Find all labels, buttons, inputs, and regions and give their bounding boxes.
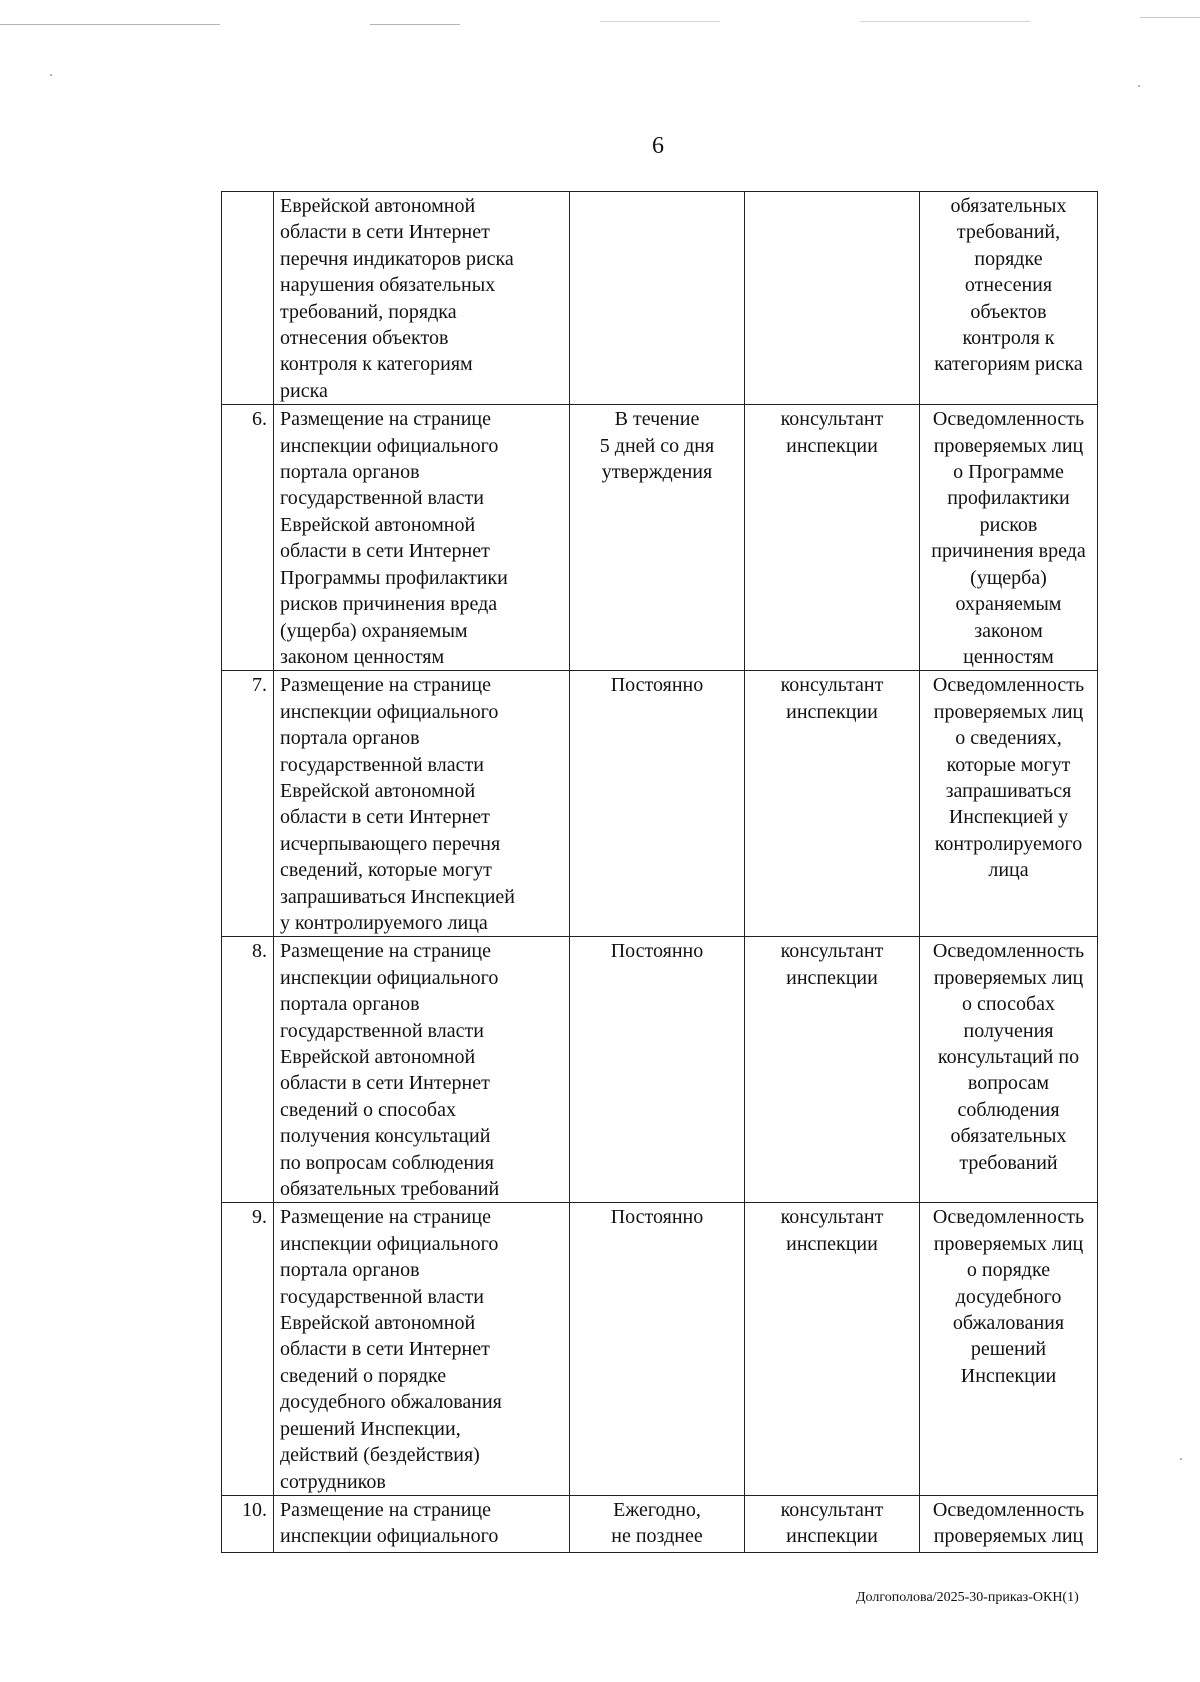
result-cell: Осведомленность проверяемых лиц о сведениях, которые могут запрашиваться Инспекцией у контролируемого лица xyxy=(920,671,1098,937)
result-cell: обязательных требований, порядке отнесения объектов контроля к категориям риска xyxy=(920,192,1098,405)
action-cell: Еврейской автономной области в сети Интернет перечня индикаторов риска нарушения обязательных требований, порядка отнесения объектов контроля к категориям риска xyxy=(274,192,570,405)
action-cell: Размещение на странице инспекции официального портала органов государственной власти Еврейской автономной области в сети Интернет исчерпывающего перечня сведений, которые могут запрашиваться Инспекцией у контролируемого лица xyxy=(274,671,570,937)
table-row xyxy=(222,671,1098,937)
deadline-cell: Постоянно xyxy=(570,937,745,1203)
action-cell: Размещение на странице инспекции официального xyxy=(274,1495,570,1552)
deadline-cell: Ежегодно, не позднее xyxy=(570,1495,745,1552)
responsible-cell xyxy=(745,192,920,405)
action-cell: Размещение на странице инспекции официального портала органов государственной власти Еврейской автономной области в сети Интернет сведений о способах получения консультаций по вопросам соблюдения обязательных требований xyxy=(274,937,570,1203)
result-cell: Осведомленность проверяемых лиц xyxy=(920,1495,1098,1552)
deadline-cell: Постоянно xyxy=(570,1203,745,1495)
table-row xyxy=(222,405,1098,671)
page-number: 6 xyxy=(652,133,664,159)
row-number: 10. xyxy=(222,1495,274,1552)
scan-speck xyxy=(50,74,52,76)
table-row xyxy=(222,1495,1098,1552)
row-number xyxy=(222,192,274,405)
action-cell: Размещение на странице инспекции официального портала органов государственной власти Еврейской автономной области в сети Интернет сведений о порядке досудебного обжалования решений Инспекции, действий (бездействия) сотрудников xyxy=(274,1203,570,1495)
row-number: 6. xyxy=(222,405,274,671)
scan-artifact-line xyxy=(860,21,1030,22)
table-row xyxy=(222,1203,1098,1495)
scan-artifact-line xyxy=(370,24,460,25)
responsible-cell: консультант инспекции xyxy=(745,1203,920,1495)
document-footer: Долгополова/2025-30-приказ-ОКН(1) xyxy=(856,1590,1079,1605)
result-cell: Осведомленность проверяемых лиц о порядке досудебного обжалования решений Инспекции xyxy=(920,1203,1098,1495)
deadline-cell: В течение 5 дней со дня утверждения xyxy=(570,405,745,671)
table-row xyxy=(222,937,1098,1203)
row-number: 7. xyxy=(222,671,274,937)
responsible-cell: консультант инспекции xyxy=(745,1495,920,1552)
row-number: 9. xyxy=(222,1203,274,1495)
table-row xyxy=(222,192,1098,405)
result-cell: Осведомленность проверяемых лиц о способах получения консультаций по вопросам соблюдения обязательных требований xyxy=(920,937,1098,1203)
action-cell: Размещение на странице инспекции официального портала органов государственной власти Еврейской автономной области в сети Интернет Программы профилактики рисков причинения вреда (ущерба) охраняемым законом ценностям xyxy=(274,405,570,671)
scan-artifact-line xyxy=(600,21,720,22)
measures-table xyxy=(221,191,1098,1553)
deadline-cell xyxy=(570,192,745,405)
responsible-cell: консультант инспекции xyxy=(745,671,920,937)
row-number: 8. xyxy=(222,937,274,1203)
scan-speck xyxy=(1138,85,1140,87)
deadline-cell: Постоянно xyxy=(570,671,745,937)
scan-artifact-line xyxy=(1140,17,1200,18)
responsible-cell: консультант инспекции xyxy=(745,937,920,1203)
result-cell: Осведомленность проверяемых лиц о Программе профилактики рисков причинения вреда (ущерба) охраняемым законом ценностям xyxy=(920,405,1098,671)
scan-artifact-line xyxy=(0,24,220,25)
responsible-cell: консультант инспекции xyxy=(745,405,920,671)
scan-speck xyxy=(1180,1458,1182,1460)
